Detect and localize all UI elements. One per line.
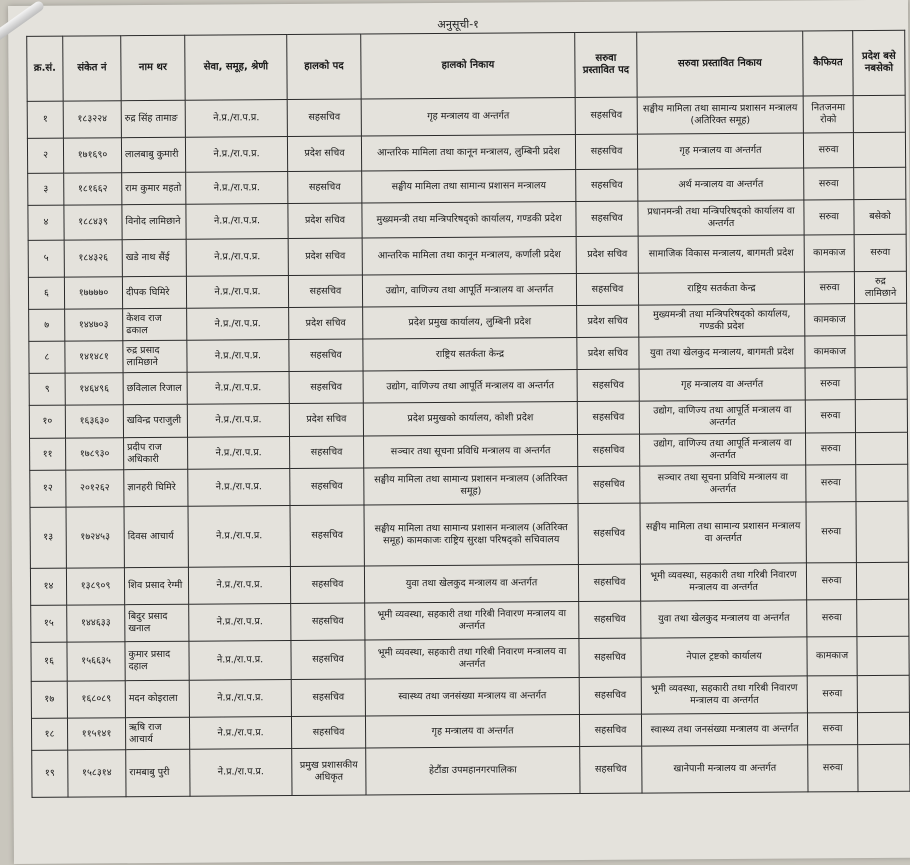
document-sheet	[8, 0, 910, 864]
cell-current-office: सङ्घीय मामिला तथा सामान्य प्रशासन मन्त्रालय	[362, 170, 576, 203]
cell-province-stay	[855, 303, 907, 335]
cell-proposed-office: सामाजिक विकास मन्त्रालय, बागमती प्रदेश	[638, 235, 804, 273]
cell-proposed-office: उद्योग, वाणिज्य तथा आपूर्ति मन्त्रालय वा अन्तर्गत	[640, 433, 806, 466]
cell-proposed-post: सहसचिव	[576, 169, 638, 201]
table-row	[27, 95, 905, 138]
cell-current-post: सहसचिव	[290, 468, 364, 506]
cell-name: खडे नाथ सैंई	[122, 239, 186, 276]
header-current-post: हालको पद	[287, 34, 361, 100]
cell-proposed-post: सहसचिव	[578, 434, 640, 466]
cell-service: ने.प्र./रा.प.प्र.	[187, 404, 289, 438]
cell-proposed-office: सञ्चार तथा सूचना प्रविधि मन्त्रालय वा अन्तर्गत	[640, 465, 806, 503]
cell-current-post: सहसचिव	[289, 339, 363, 372]
cell-proposed-office: भूमी व्यवस्था, सहकारी तथा गरिबी निवारण मन्त्रालय वा अन्तर्गत	[640, 563, 806, 601]
cell-province-stay	[857, 599, 909, 636]
cell-province-stay	[857, 636, 909, 675]
cell-name: दीपक घिमिरे	[122, 276, 186, 308]
cell-remarks: सरुवा	[806, 502, 856, 563]
cell-proposed-post: सहसचिव	[578, 466, 640, 503]
cell-proposed-post: सहसचिव	[575, 134, 637, 169]
cell-remarks: सरुवा	[806, 563, 856, 600]
cell-remarks: सरुवा	[805, 400, 855, 433]
cell-name: खविन्द्र पराजुली	[123, 404, 187, 437]
cell-serial: ८	[29, 341, 65, 373]
cell-serial: ६	[28, 277, 64, 309]
cell-proposed-post: सहसचिव	[576, 273, 638, 305]
cell-service: ने.प्र./रा.प.प्र.	[188, 506, 290, 568]
table-row	[30, 501, 908, 568]
cell-province-stay	[855, 335, 907, 367]
cell-province-stay: सरुवा	[854, 234, 906, 271]
cell-current-office: राष्ट्रिय सतर्कता केन्द्र	[363, 338, 577, 371]
cell-serial: १२	[30, 470, 66, 507]
cell-current-post: प्रदेश सचिव	[289, 307, 363, 340]
cell-name: राम कुमार महतो	[122, 172, 186, 204]
cell-current-office: युवा तथा खेलकुद मन्त्रालय वा अन्तर्गत	[364, 565, 578, 603]
cell-proposed-office: मुख्यमन्त्री तथा मन्त्रिपरिषद्को कार्यालय, गण्डकी प्रदेश	[639, 304, 805, 337]
cell-name: मदन कोइराला	[125, 680, 189, 717]
cell-province-stay	[855, 367, 907, 399]
header-current-office: हालको निकाय	[361, 33, 575, 99]
cell-proposed-office: गृह मन्त्रालय वा अन्तर्गत	[637, 133, 803, 169]
table-row	[31, 636, 909, 681]
cell-current-post: सहसचिव	[291, 679, 365, 717]
cell-proposed-office: नेपाल ट्रष्टको कार्यालय	[641, 637, 807, 677]
cell-proposed-post: सहसचिव	[576, 201, 638, 236]
cell-code: १८३२२४	[63, 101, 121, 138]
cell-service: ने.प्र./रा.प.प्र.	[186, 276, 288, 309]
cell-name: बिदुर प्रसाद खनाल	[125, 604, 189, 641]
cell-code: १४१४८१	[65, 341, 123, 373]
cell-service: ने.प्र./रा.प.प्र.	[186, 239, 288, 277]
cell-current-office: प्रदेश प्रमुख कार्यालय, लुम्बिनी प्रदेश	[363, 306, 577, 339]
cell-code: १७७७७०	[64, 277, 122, 309]
cell-code: १८१६६२	[64, 173, 122, 205]
cell-province-stay	[855, 432, 907, 464]
cell-current-office: सङ्घीय मामिला तथा सामान्य प्रशासन मन्त्रालय (अतिरिक्त समूह)	[364, 467, 578, 505]
cell-remarks: कामकाज	[807, 637, 857, 676]
header-proposed-office: सरुवा प्रस्तावित निकाय	[637, 31, 803, 97]
cell-serial: ७	[29, 309, 65, 341]
cell-current-office: मुख्यमन्त्री तथा मन्त्रिपरिषद्को कार्यालय, गण्डकी प्रदेश	[362, 202, 576, 238]
cell-code: १७१६९०	[63, 138, 121, 173]
cell-proposed-post: प्रदेश सचिव	[576, 236, 638, 273]
cell-service: ने.प्र./रा.प.प्र.	[187, 308, 289, 341]
cell-code: १४४६३३	[67, 605, 125, 642]
cell-name: ऋषि राज आचार्य	[125, 717, 189, 749]
table-row	[31, 675, 909, 718]
cell-remarks: नितजनमा रोको	[803, 96, 853, 133]
cell-service: ने.प्र./रा.प.प्र.	[187, 340, 289, 373]
cell-service: ने.प्र./रा.प.प्र.	[187, 372, 289, 405]
cell-code: २०१२६२	[66, 470, 124, 507]
header-row	[27, 30, 905, 101]
cell-service: ने.प्र./रा.प.प्र.	[185, 100, 287, 138]
header-code: संकेत नं	[63, 36, 121, 101]
cell-name: लालबाबु कुमारी	[121, 137, 185, 172]
cell-current-office: भूमी व्यवस्था, सहकारी तथा गरिबी निवारण मन्त्रालय वा अन्तर्गत	[365, 639, 579, 679]
cell-current-post: सहसचिव	[288, 171, 362, 204]
header-serial: क्र.सं.	[27, 36, 63, 101]
cell-code: १५६६३५	[67, 642, 125, 681]
cell-code: १६८०८९	[67, 681, 125, 718]
cell-current-post: सहसचिव	[291, 603, 365, 641]
cell-current-office: गृह मन्त्रालय वा अन्तर्गत	[365, 715, 579, 748]
cell-remarks: सरुवा	[804, 200, 854, 235]
cell-proposed-office: अर्थ मन्त्रालय वा अन्तर्गत	[638, 168, 804, 201]
cell-proposed-post: सहसचिव	[579, 601, 641, 638]
cell-proposed-office: स्वास्थ्य तथा जनसंख्या मन्त्रालय वा अन्तर्गत	[641, 713, 807, 746]
cell-proposed-post: सहसचिव	[579, 714, 641, 746]
cell-name: दिवस आचार्य	[124, 506, 188, 567]
cell-service: ने.प्र./रा.प.प्र.	[185, 137, 287, 173]
cell-remarks: सरुवा	[804, 272, 854, 304]
cell-proposed-office: सङ्घीय मामिला तथा सामान्य प्रशासन मन्त्रालय (अतिरिक्त समूह)	[637, 96, 803, 134]
cell-serial: १५	[31, 605, 67, 642]
cell-code: १८४३२६	[64, 240, 122, 277]
transfer-table	[26, 30, 910, 798]
cell-province-stay	[857, 675, 909, 712]
cell-remarks: कामकाज	[805, 304, 855, 336]
cell-current-office: प्रदेश प्रमुखको कार्यालय, कोशी प्रदेश	[363, 402, 577, 436]
cell-service: ने.प्र./रा.प.प्र.	[189, 680, 291, 718]
cell-name: रामबाबु पुरी	[126, 749, 190, 796]
cell-province-stay	[857, 712, 909, 744]
cell-province-stay	[855, 399, 907, 432]
cell-service: ने.प्र./रा.प.प्र.	[189, 604, 291, 642]
cell-remarks: सरुवा	[807, 713, 857, 745]
cell-proposed-office: युवा तथा खेलकुद मन्त्रालय, बागमती प्रदेश	[639, 336, 805, 369]
cell-service: ने.प्र./रा.प.प्र.	[189, 641, 291, 681]
cell-code: १६३६३०	[65, 405, 123, 438]
cell-proposed-office: राष्ट्रिय सतर्कता केन्द्र	[638, 272, 804, 305]
cell-current-post: सहसचिव	[287, 99, 361, 137]
cell-code: १४६४९६	[65, 373, 123, 405]
cell-proposed-post: सहसचिव	[579, 677, 641, 714]
cell-province-stay	[858, 744, 910, 791]
cell-current-office: गृह मन्त्रालय वा अन्तर्गत	[361, 98, 575, 136]
cell-current-office: सञ्चार तथा सूचना प्रविधि मन्त्रालय वा अन्तर्गत	[364, 435, 578, 468]
cell-serial: १७	[31, 681, 67, 718]
cell-proposed-post: सहसचिव	[579, 638, 641, 677]
cell-proposed-office: खानेपानी मन्त्रालय वा अन्तर्गत	[642, 745, 808, 793]
cell-current-office: हेटौंडा उपमहानगरपालिका	[366, 747, 580, 795]
cell-name: विनोद लामिछाने	[122, 204, 186, 239]
cell-service: ने.प्र./रा.प.प्र.	[190, 749, 292, 797]
cell-province-stay	[853, 132, 905, 167]
cell-province-stay: रुद्र लामिछाने	[854, 271, 906, 303]
table-row	[28, 234, 906, 277]
cell-proposed-post: सहसचिव	[575, 97, 637, 134]
cell-service: ने.प्र./रा.प.प्र.	[188, 469, 290, 507]
table-row	[30, 562, 908, 605]
cell-province-stay	[856, 464, 908, 501]
cell-proposed-office: उद्योग, वाणिज्य तथा आपूर्ति मन्त्रालय वा अन्तर्गत	[639, 400, 805, 434]
cell-service: ने.प्र./रा.प.प्र.	[188, 437, 290, 470]
cell-remarks: सरुवा	[806, 433, 856, 465]
cell-current-office: भूमी व्यवस्था, सहकारी तथा गरिबी निवारण मन्त्रालय वा अन्तर्गत	[365, 602, 579, 640]
cell-code: १८८४३९	[64, 205, 122, 240]
cell-name: कुमार प्रसाद दहाल	[125, 641, 189, 680]
cell-current-post: सहसचिव	[289, 371, 363, 404]
cell-serial: ४	[28, 205, 64, 240]
cell-current-post: प्रदेश सचिव	[288, 203, 362, 239]
cell-serial: ५	[28, 240, 64, 277]
table-row	[31, 599, 909, 642]
cell-proposed-office: प्रधानमन्त्री तथा मन्त्रिपरिषद्को कार्यालय वा अन्तर्गत	[638, 200, 804, 236]
cell-serial: १०	[29, 405, 65, 438]
cell-current-post: सहसचिव	[290, 505, 364, 567]
cell-proposed-post: सहसचिव	[578, 564, 640, 601]
cell-province-stay	[856, 501, 908, 562]
cell-current-post: सहसचिव	[288, 275, 362, 308]
cell-serial: १	[27, 101, 63, 138]
table-row	[30, 464, 908, 507]
cell-serial: २	[27, 138, 63, 173]
header-name: नाम थर	[121, 35, 185, 100]
cell-current-post: प्रदेश सचिव	[289, 403, 363, 437]
header-service: सेवा, समूह, श्रेणी	[185, 35, 287, 101]
cell-code: १७२४५३	[66, 507, 124, 568]
header-remarks: कैफियत	[803, 31, 853, 96]
cell-current-post: प्रदेश सचिव	[287, 136, 361, 172]
cell-remarks: सरुवा	[808, 745, 858, 792]
cell-proposed-office: भूमी व्यवस्था, सहकारी तथा गरिबी निवारण मन्त्रालय वा अन्तर्गत	[641, 676, 807, 714]
cell-serial: १६	[31, 642, 67, 681]
cell-current-office: सङ्घीय मामिला तथा सामान्य प्रशासन मन्त्रालय (अतिरिक्त समूह) कामकाजः राष्ट्रिय सुरक्षा परिषद्को सचिवालय	[364, 504, 578, 566]
cell-current-office: आन्तरिक मामिला तथा कानून मन्त्रालय, लुम्बिनी प्रदेश	[361, 135, 575, 171]
cell-proposed-post: प्रदेश सचिव	[577, 305, 639, 337]
cell-proposed-post: प्रदेश सचिव	[577, 337, 639, 369]
cell-proposed-post: सहसचिव	[580, 746, 642, 793]
cell-current-post: सहसचिव	[291, 716, 365, 749]
cell-proposed-post: सहसचिव	[578, 503, 640, 564]
cell-service: ने.प्र./रा.प.प्र.	[186, 172, 288, 205]
cell-remarks: सरुवा	[807, 676, 857, 713]
cell-service: ने.प्र./रा.प.प्र.	[186, 204, 288, 240]
cell-serial: १३	[30, 507, 66, 568]
cell-current-post: प्रदेश सचिव	[288, 238, 362, 276]
cell-name: रुद्र प्रसाद लामिछाने	[123, 340, 187, 372]
cell-remarks: सरुवा	[803, 133, 853, 168]
cell-current-office: उद्योग, वाणिज्य तथा आपूर्ति मन्त्रालय वा अन्तर्गत	[362, 274, 576, 307]
cell-name: शिव प्रसाद रेग्मी	[124, 567, 188, 604]
cell-code: ११५१४१	[67, 718, 125, 750]
header-province-stay: प्रदेश बसे नबसेको	[853, 30, 905, 95]
cell-code: १३८९०९	[66, 568, 124, 605]
cell-remarks: कामकाज	[805, 336, 855, 368]
cell-remarks: कामकाज	[804, 235, 854, 272]
cell-remarks: सरुवा	[805, 368, 855, 400]
cell-code: १७८९३०	[66, 438, 124, 470]
cell-proposed-post: सहसचिव	[577, 401, 639, 434]
cell-serial: ११	[30, 438, 66, 470]
cell-current-post: सहसचिव	[290, 566, 364, 604]
cell-code: १४४७०३	[65, 309, 123, 341]
cell-proposed-office: युवा तथा खेलकुद मन्त्रालय वा अन्तर्गत	[641, 600, 807, 638]
cell-current-post: सहसचिव	[290, 436, 364, 469]
cell-name: रुद्र सिंह तामाङ	[121, 100, 185, 137]
cell-current-office: स्वास्थ्य तथा जनसंख्या मन्त्रालय वा अन्तर्गत	[365, 678, 579, 716]
header-proposed-post: सरुवा प्रस्तावित पद	[575, 32, 637, 97]
cell-serial: ३	[28, 173, 64, 205]
cell-service: ने.प्र./रा.प.प्र.	[189, 717, 291, 750]
cell-code: १५८३१४	[68, 750, 126, 797]
cell-current-office: आन्तरिक मामिला तथा कानून मन्त्रालय, कर्णाली प्रदेश	[362, 237, 576, 275]
cell-serial: १९	[32, 750, 68, 797]
cell-province-stay	[854, 167, 906, 199]
cell-province-stay: बसेको	[854, 199, 906, 234]
cell-province-stay	[853, 95, 905, 132]
cell-current-post: सहसचिव	[291, 640, 365, 680]
cell-remarks: सरुवा	[804, 168, 854, 200]
cell-remarks: सरुवा	[806, 465, 856, 502]
table-row	[32, 744, 910, 797]
annex-caption: अनुसूची-१	[437, 17, 479, 32]
cell-proposed-office: गृह मन्त्रालय वा अन्तर्गत	[639, 368, 805, 401]
cell-proposed-post: सहसचिव	[577, 369, 639, 401]
cell-serial: १८	[31, 718, 67, 750]
cell-current-office: उद्योग, वाणिज्य तथा आपूर्ति मन्त्रालय वा अन्तर्गत	[363, 370, 577, 403]
cell-serial: ९	[29, 373, 65, 405]
cell-name: छविलाल रिजाल	[123, 372, 187, 404]
cell-current-post: प्रमुख प्रशासकीय अधिकृत	[292, 748, 366, 796]
cell-name: प्रदीप राज अधिकारी	[124, 437, 188, 469]
cell-name: ज्ञानहरी घिमिरे	[124, 469, 188, 506]
cell-serial: १४	[30, 568, 66, 605]
cell-remarks: सरुवा	[807, 600, 857, 637]
cell-province-stay	[856, 562, 908, 599]
cell-service: ने.प्र./रा.प.प्र.	[188, 567, 290, 605]
cell-name: केशव राज ढकाल	[123, 308, 187, 340]
cell-proposed-office: सङ्घीय मामिला तथा सामान्य प्रशासन मन्त्रालय वा अन्तर्गत	[640, 502, 806, 564]
